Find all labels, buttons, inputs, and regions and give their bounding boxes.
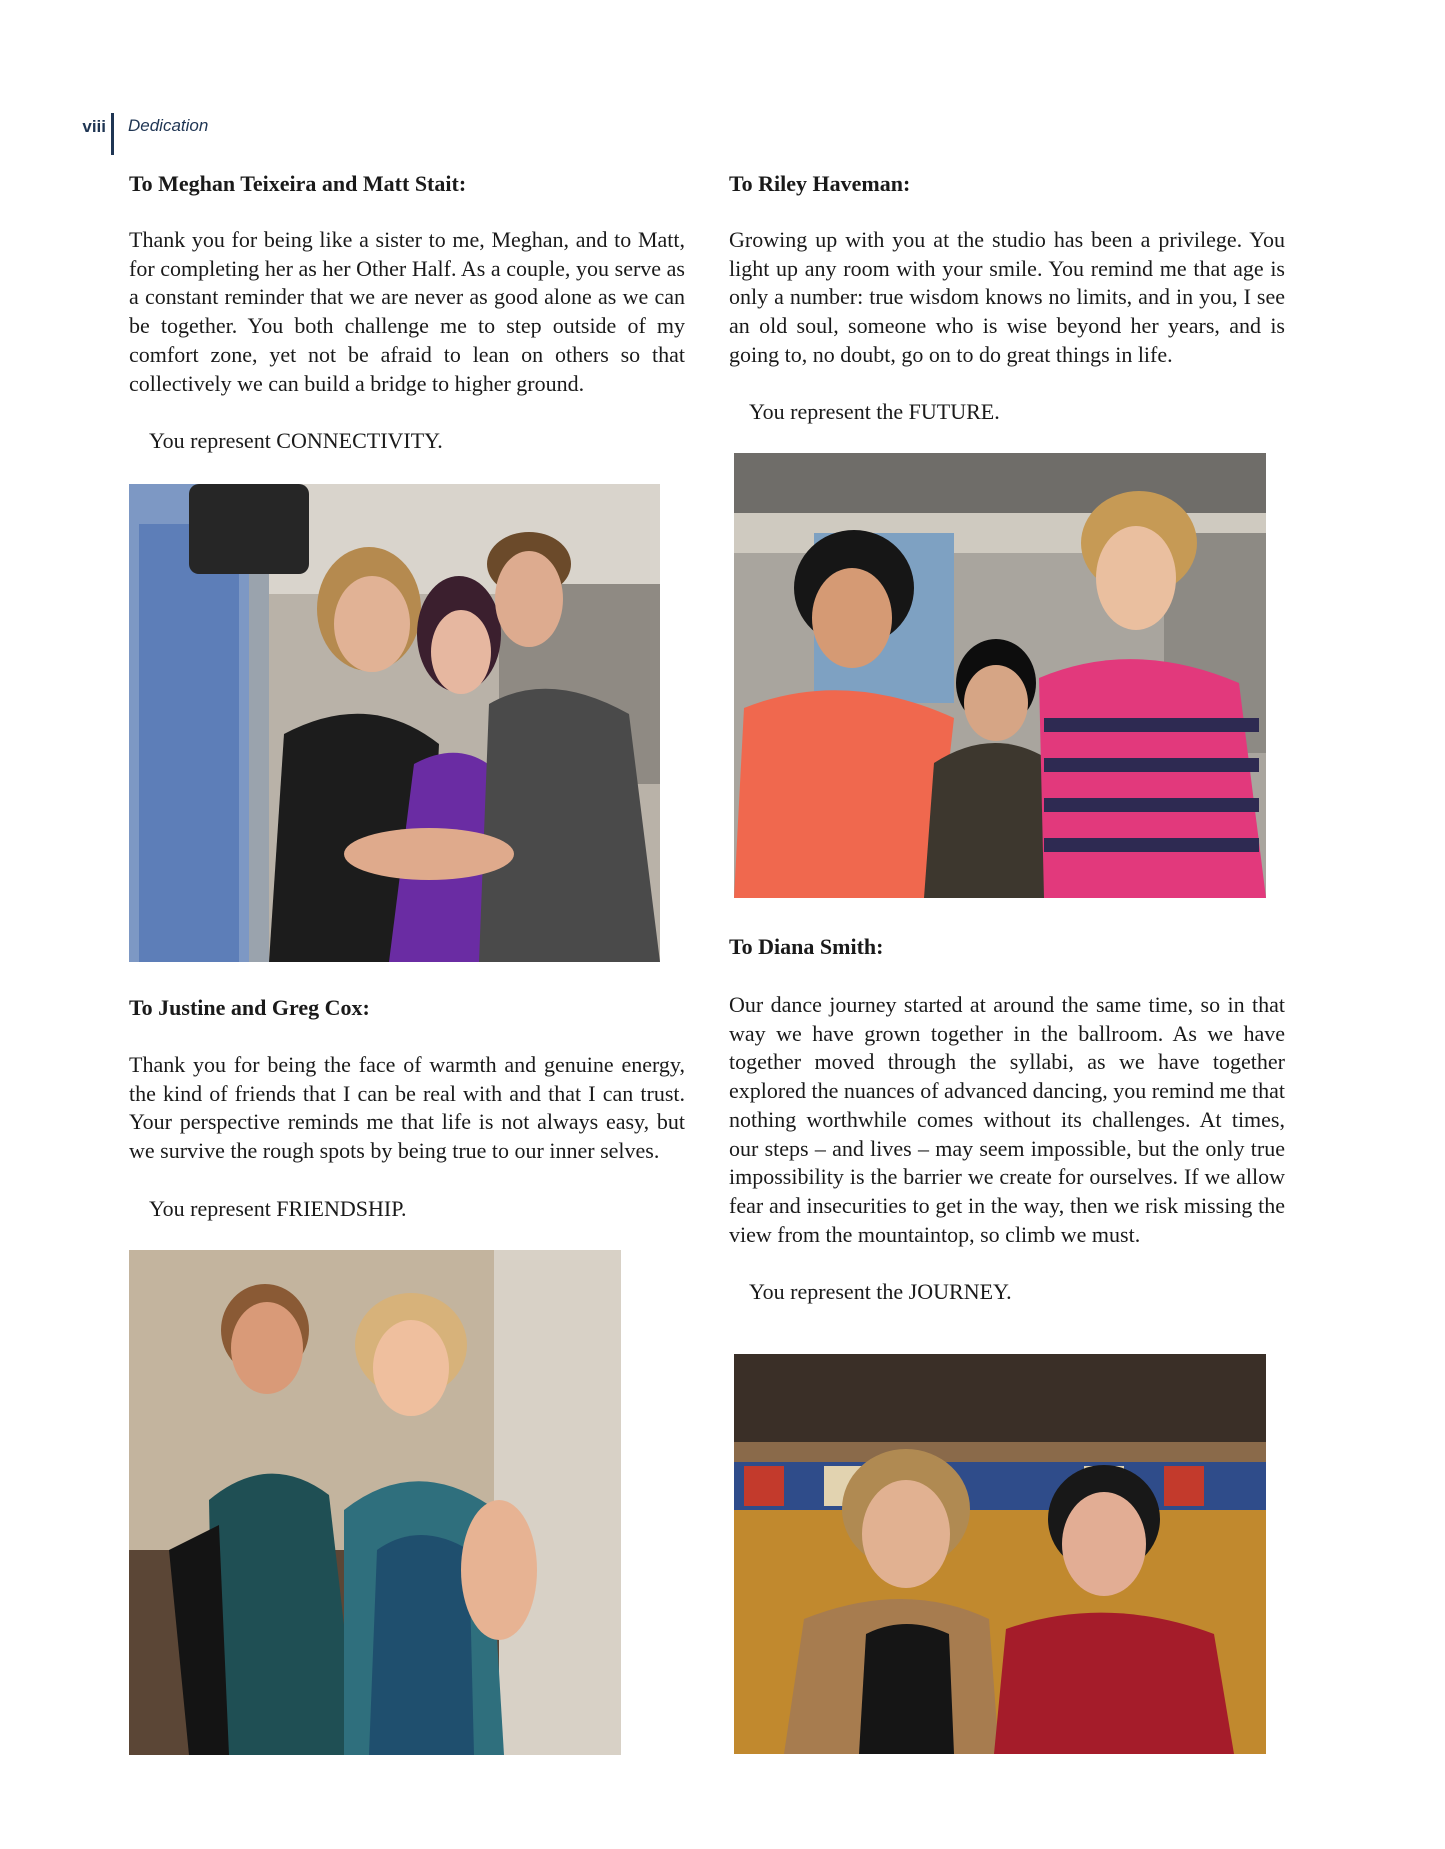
running-head: Dedication <box>128 116 209 135</box>
dedication-closing: You represent FRIENDSHIP. <box>149 1196 407 1221</box>
header-divider <box>111 113 114 155</box>
dedication-body: Thank you for being like a sister to me, Meghan, and to Matt, for completing her as her Other Half. As a couple, you serve as a constant reminder that we are never as good alone as we can be together. You both challenge me to step outside of my comfort zone, yet not be afraid to lean on others so that collectively we can build a bridge to higher ground. <box>129 227 685 396</box>
dedication-heading: To Justine and Greg Cox: <box>129 995 370 1020</box>
photo-riley <box>734 453 1266 898</box>
photo-diana <box>734 1354 1266 1754</box>
dedication-heading: To Riley Haveman: <box>729 171 911 196</box>
photo-justine-greg <box>129 1250 621 1755</box>
dedication-closing: You represent the JOURNEY. <box>749 1279 1012 1304</box>
dedication-body: Our dance journey started at around the same time, so in that way we have grown together in the ballroom. As we have together moved through the syllabi, as we have together explored the nuances of advanced dancing, you remind me that nothing worthwhile comes without its challenges. At times, our steps – and lives – may seem impossible, but the only true impossibility is the barrier we create for ourselves. If we allow fear and insecurities to get in the way, then we risk missing the view from the mountaintop, so climb we must. <box>729 992 1285 1247</box>
dedication-body: Thank you for being the face of warmth and genuine energy, the kind of friends that I can be real with and that I can trust. Your perspective reminds me that life is not always easy, but we survive the rough spots by being true to our inner selves. <box>129 1052 685 1164</box>
dedication-body: Growing up with you at the studio has been a privilege. You light up any room with your smile. You remind me that age is only a number: true wisdom knows no limits, and in you, I see an old soul, someone who is wise beyond her years, and is going to, no doubt, go on to do great things in life. <box>729 227 1285 367</box>
page-number: viii <box>82 117 106 136</box>
photo-meghan-matt <box>129 484 660 962</box>
dedication-closing: You represent CONNECTIVITY. <box>149 428 443 453</box>
dedication-closing: You represent the FUTURE. <box>749 399 1000 424</box>
dedication-heading: To Meghan Teixeira and Matt Stait: <box>129 171 467 196</box>
dedication-heading: To Diana Smith: <box>729 934 884 959</box>
